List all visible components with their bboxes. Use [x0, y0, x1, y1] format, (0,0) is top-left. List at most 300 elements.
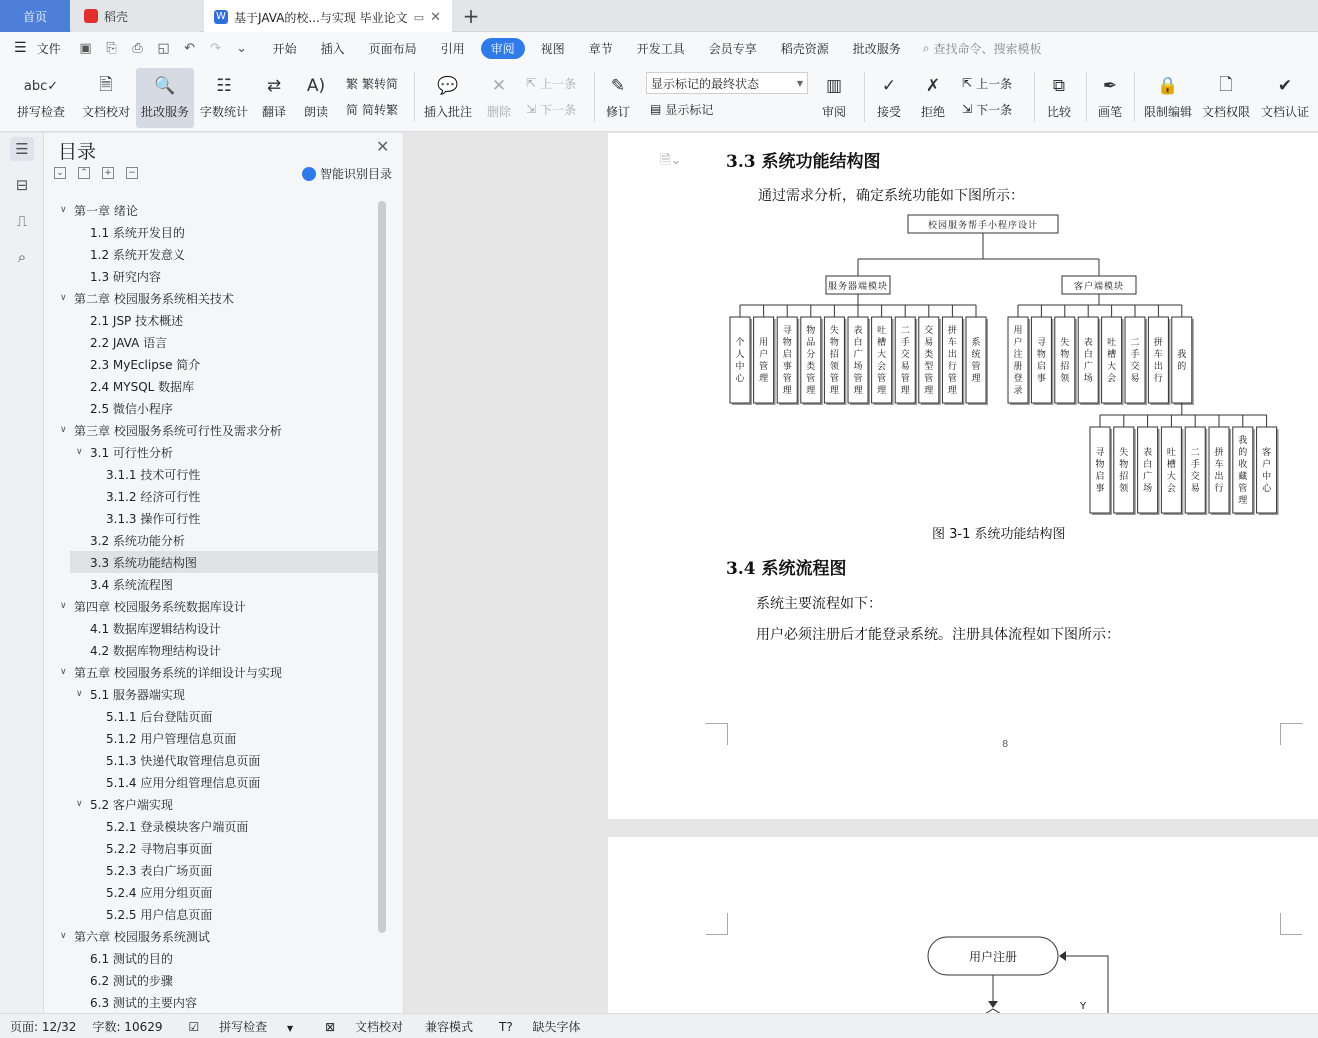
- pen-button[interactable]: [1092, 68, 1128, 128]
- diagram-leaf-node-char: 系: [971, 338, 981, 348]
- toc-item-label: 2.1 JSP 技术概述: [90, 313, 184, 328]
- show-markup-label: 显示标记: [665, 102, 714, 117]
- missing-font-status[interactable]: [489, 1018, 587, 1035]
- expand-chevron-icon[interactable]: ∨: [76, 447, 83, 457]
- diagram-leaf-node-char: 失: [1060, 338, 1070, 348]
- diagram-leaf-node-char: 白: [853, 338, 863, 348]
- toc-item[interactable]: [70, 309, 380, 331]
- accept-button[interactable]: [870, 68, 908, 128]
- diagram-leaf-node-char: 行: [947, 362, 957, 372]
- expand-chevron-icon[interactable]: ∨: [60, 931, 67, 941]
- diagram-leaf-node-char: 录: [1013, 386, 1023, 396]
- diagram-leaf-node-char: 启: [1095, 472, 1105, 482]
- diagram-leaf-node-char: 手: [900, 338, 910, 348]
- toc-item[interactable]: [70, 551, 380, 573]
- toc-item[interactable]: [70, 441, 380, 463]
- redo-icon[interactable]: ↷: [210, 40, 222, 56]
- diagram-leaf-node-char: 理: [1238, 496, 1248, 506]
- diagram-leaf-node-char: 物: [829, 338, 839, 348]
- remove-heading-icon[interactable]: −: [126, 167, 138, 179]
- diagram-leaf-node-char: 领: [1119, 484, 1129, 494]
- ribbon-separator: [1134, 72, 1135, 122]
- dropdown-arrow-icon: ▼: [796, 78, 803, 88]
- to-simplified-button[interactable]: [346, 98, 398, 120]
- compare-button[interactable]: [1040, 68, 1078, 128]
- track-changes-icon: ✎: [610, 76, 626, 96]
- toc-item-label: 2.4 MYSQL 数据库: [90, 379, 195, 394]
- next-comment-label: 下一条: [540, 102, 577, 117]
- diagram-leaf-node-char: 理: [782, 386, 792, 396]
- toc-item[interactable]: [70, 617, 380, 639]
- review-pane-button[interactable]: [814, 68, 854, 128]
- toc-item-label: 3.1.2 经济可行性: [106, 489, 201, 504]
- diagram-leaf-node: [1138, 427, 1158, 513]
- diagram-leaf-node-char: 中: [735, 362, 745, 372]
- diagram-leaf-node-char: 管: [829, 374, 839, 384]
- diagram-leaf-node: [1185, 427, 1205, 513]
- spell-check-status-label: 拼写检查: [219, 1019, 268, 1034]
- toc-item[interactable]: [70, 969, 380, 991]
- diagram-leaf-node-char: 理: [900, 386, 910, 396]
- toc-item[interactable]: [70, 947, 380, 969]
- diagram-leaf-node-char: 管: [947, 374, 957, 384]
- page-indicator[interactable]: 页面: 12/32: [10, 1019, 77, 1034]
- diagram-leaf-node-char: 物: [1119, 460, 1129, 470]
- search-icon: ⌕: [922, 40, 930, 55]
- diagram-leaf-node-char: 表: [1083, 338, 1093, 348]
- next-comment-icon: ⇲: [526, 102, 537, 116]
- diagram-leaf-node: [1102, 317, 1122, 403]
- toc-item-label: 4.1 数据库逻辑结构设计: [90, 621, 221, 636]
- diagram-leaf-node-char: 吐: [877, 326, 887, 336]
- daoke-logo-icon: [84, 9, 98, 23]
- bookmark-icon[interactable]: ⎍: [16, 212, 28, 230]
- show-markup-icon: ▤: [650, 102, 662, 116]
- spell-check-status[interactable]: [179, 1018, 300, 1035]
- command-search[interactable]: [923, 40, 1042, 57]
- diagram-leaf-node-char: 理: [806, 386, 816, 396]
- insert-comment-button[interactable]: [420, 68, 476, 128]
- toc-item-label: 5.1.4 应用分组管理信息页面: [106, 775, 261, 790]
- menu-tab-8[interactable]: 会员专享: [708, 41, 757, 56]
- menu-tab-10[interactable]: 批改服务: [852, 41, 901, 56]
- menu-tab-9[interactable]: 稻壳资源: [780, 41, 829, 56]
- crop-mark: [706, 723, 728, 745]
- compare-label: 比较: [1046, 105, 1071, 119]
- diagram-leaf-node-char: 表: [853, 326, 863, 336]
- review-pane-label: 审阅: [821, 105, 846, 119]
- diagram-leaf-node-char: 广: [1143, 472, 1153, 482]
- toc-item-label: 6.2 测试的步骤: [90, 973, 173, 988]
- diagram-leaf-node-char: 理: [877, 386, 887, 396]
- diagram-leaf-node-char: 槽: [877, 338, 887, 348]
- diagram-leaf-node-char: 手: [1190, 460, 1200, 470]
- smart-toc-label: 智能识别目录: [320, 167, 393, 181]
- print-icon[interactable]: ⎙: [132, 40, 143, 56]
- diagram-leaf-node-char: 交: [924, 326, 934, 336]
- toc-scrollbar[interactable]: [378, 201, 386, 933]
- compare-icon: ⧉: [1052, 76, 1066, 96]
- diagram-leaf-node-char: 表: [1143, 448, 1153, 458]
- toc-item[interactable]: [60, 661, 380, 683]
- toc-item[interactable]: [70, 881, 380, 903]
- expand-chevron-icon[interactable]: ∨: [60, 601, 67, 611]
- toc-item-label: 5.2.3 表白广场页面: [106, 863, 213, 878]
- close-icon[interactable]: ✕: [376, 137, 390, 156]
- toc-item-label: 2.2 JAVA 语言: [90, 335, 168, 350]
- diagram-leaf-node-char: 交: [1190, 472, 1200, 482]
- toc-item[interactable]: [70, 353, 380, 375]
- review-service-button[interactable]: [136, 68, 194, 128]
- export-icon[interactable]: ⎘: [106, 40, 117, 56]
- diagram-leaf-node-char: 管: [971, 362, 981, 372]
- diagram-leaf-node-char: 白: [1083, 350, 1093, 360]
- diagram-leaf-node-char: 白: [1143, 460, 1153, 470]
- toc-item[interactable]: [70, 991, 380, 1013]
- document-proof-button[interactable]: [78, 68, 134, 128]
- toc-item[interactable]: [70, 705, 380, 727]
- status-bar: [0, 1013, 1318, 1038]
- menu-file[interactable]: 文件: [36, 41, 61, 56]
- pen-icon: ✒: [1102, 76, 1118, 96]
- pen-label: 画笔: [1097, 105, 1122, 119]
- toc-item[interactable]: [70, 485, 380, 507]
- diagram-leaf-node-char: 物: [1060, 350, 1070, 360]
- diagram-leaf-node-char: 理: [759, 374, 769, 384]
- accept-label: 接受: [876, 105, 901, 119]
- diagram-leaf-node-char: 场: [853, 362, 863, 372]
- diagram-leaf-node-char: 二: [900, 326, 910, 336]
- menu-tab-4[interactable]: 审阅: [481, 38, 525, 59]
- diagram-leaf-node-char: 管: [924, 374, 934, 384]
- diagram-leaf-node-char: 管: [900, 374, 910, 384]
- toc-item-label: 2.5 微信小程序: [90, 401, 173, 416]
- toc-item[interactable]: [70, 727, 380, 749]
- diagram-leaf-node-char: 失: [1119, 448, 1129, 458]
- toc-item[interactable]: [70, 749, 380, 771]
- diagram-leaf-node-char: 领: [1060, 374, 1070, 384]
- toc-item[interactable]: [60, 595, 380, 617]
- diagram-leaf-node: [1161, 427, 1181, 513]
- toc-item[interactable]: [70, 859, 380, 881]
- diagram-leaf-node-char: 寻: [782, 326, 792, 336]
- toc-item-label: 第二章 校园服务系统相关技术: [74, 291, 234, 306]
- menu-tab-1[interactable]: 插入: [320, 41, 345, 56]
- diagram-leaf-node-char: 理: [947, 386, 957, 396]
- diagram-leaf-node-char: 大: [1107, 362, 1117, 372]
- permission-icon: 🗋: [1219, 74, 1233, 95]
- find-icon[interactable]: ⌕: [17, 248, 27, 266]
- diagram-leaf-node-char: 类: [924, 350, 934, 360]
- delete-comment-button[interactable]: [480, 68, 518, 128]
- accept-icon: ✓: [881, 76, 897, 96]
- preview-icon[interactable]: ◱: [157, 40, 170, 56]
- flow-arrow-head: [988, 1001, 998, 1008]
- toc-item[interactable]: [70, 837, 380, 859]
- toc-item-label: 1.2 系统开发意义: [90, 247, 185, 262]
- save-icon[interactable]: ▣: [79, 40, 92, 56]
- diagram-leaf-node-char: 心: [1262, 484, 1272, 494]
- next-change-button[interactable]: [962, 98, 1012, 120]
- abc-check-icon: abc✓: [23, 78, 59, 94]
- diagram-leaf-node-char: 行: [1153, 374, 1163, 384]
- document-certify-button[interactable]: [1256, 68, 1314, 128]
- diagram-leaf-node-char: 广: [853, 350, 863, 360]
- diagram-leaf-node-char: 管: [782, 374, 792, 384]
- toc-item-label: 1.3 研究内容: [90, 269, 161, 284]
- toc-item[interactable]: [70, 507, 380, 529]
- diagram-leaf-node-char: 广: [1083, 362, 1093, 372]
- toc-item[interactable]: [70, 375, 380, 397]
- diagram-leaf-node-char: 行: [1214, 484, 1224, 494]
- expand-chevron-icon[interactable]: ∨: [60, 667, 67, 677]
- toc-item[interactable]: [60, 419, 380, 441]
- toc-item-label: 第六章 校园服务系统测试: [74, 929, 210, 944]
- toc-item-label: 第一章 绪论: [74, 203, 138, 218]
- diagram-leaf-node-char: 事: [782, 362, 792, 372]
- toc-item[interactable]: [70, 243, 380, 265]
- expand-chevron-icon[interactable]: ∨: [60, 425, 67, 435]
- read-aloud-icon: A): [306, 76, 326, 96]
- new-tab-icon[interactable]: +: [462, 4, 480, 28]
- next-change-label: 下一条: [976, 102, 1013, 117]
- toc-item-label: 5.2.5 用户信息页面: [106, 907, 213, 922]
- toc-title: 目录: [58, 141, 97, 163]
- diagram-leaf-node-char: 登: [1013, 374, 1023, 384]
- toc-item[interactable]: [60, 925, 380, 947]
- hamburger-icon[interactable]: ☰: [14, 40, 27, 56]
- restrict-editing-button[interactable]: [1140, 68, 1196, 128]
- toc-item[interactable]: [70, 639, 380, 661]
- diagram-leaf-node-char: 管: [806, 374, 816, 384]
- diagram-leaf-node-char: 槽: [1166, 460, 1176, 470]
- diagram-leaf-node-char: 型: [924, 362, 934, 372]
- menu-tab-7[interactable]: 开发工具: [636, 41, 685, 56]
- navigation-strip: [0, 133, 44, 1013]
- prev-comment-label: 上一条: [540, 76, 577, 91]
- diagram-leaf-node-char: 物: [806, 326, 816, 336]
- outline-panel-icon[interactable]: ⊟: [15, 176, 29, 194]
- toc-item[interactable]: [70, 331, 380, 353]
- diagram-leaf-node-char: 人: [735, 350, 745, 360]
- toc-item-label: 第四章 校园服务系统数据库设计: [74, 599, 246, 614]
- toc-item[interactable]: [70, 903, 380, 925]
- diagram-leaf-node-char: 交: [1130, 362, 1140, 372]
- diagram-leaf-node-char: 客: [1262, 448, 1272, 458]
- chevron-down-icon: ▼: [286, 1023, 294, 1033]
- diagram-leaf-node-char: 理: [971, 374, 981, 384]
- diagram-leaf-node-char: 槽: [1107, 350, 1117, 360]
- reject-button[interactable]: [914, 68, 952, 128]
- diagram-leaf-node-char: 交: [900, 350, 910, 360]
- toc-item-label: 2.3 MyEclipse 简介: [90, 357, 201, 372]
- diagram-leaf-node-char: 管: [877, 374, 887, 384]
- diagram-leaf-node-char: 理: [829, 386, 839, 396]
- read-aloud-button[interactable]: [298, 68, 334, 128]
- tab-home[interactable]: [0, 0, 70, 32]
- review-pane-icon: ▥: [825, 76, 843, 96]
- toc-item-label: 5.1.3 快递代取管理信息页面: [106, 753, 261, 768]
- diagram-leaf-node: [730, 317, 750, 403]
- diagram-leaf-node-char: 的: [1238, 448, 1248, 458]
- diagram-leaf-node-char: 出: [947, 350, 957, 360]
- word-count-label: 字数统计: [199, 105, 248, 119]
- diagram-leaf-node-char: 注: [1013, 350, 1023, 360]
- diagram-leaf-node-char: 物: [782, 338, 792, 348]
- function-structure-diagram: [608, 133, 1318, 523]
- reject-icon: ✗: [925, 76, 941, 96]
- toc-item[interactable]: [70, 573, 380, 595]
- diagram-leaf-node-char: 管: [853, 374, 863, 384]
- markup-state-select[interactable]: [646, 72, 808, 94]
- diagram-leaf-node-char: 册: [1013, 362, 1023, 372]
- prev-change-icon: ⇱: [962, 76, 973, 90]
- menu-tab-5[interactable]: 视图: [540, 41, 565, 56]
- toc-item[interactable]: [70, 265, 380, 287]
- proof-status-label: 文档校对: [354, 1019, 403, 1034]
- menu-bar: [0, 32, 1318, 64]
- flow-start-label: 用户注册: [968, 950, 1018, 964]
- toc-item[interactable]: [60, 199, 380, 221]
- toc-item[interactable]: [60, 287, 380, 309]
- toc-item[interactable]: [70, 221, 380, 243]
- diagram-leaf-node-char: 易: [1190, 484, 1200, 494]
- undo-icon[interactable]: ↶: [184, 40, 196, 56]
- menu-tab-2[interactable]: 页面布局: [368, 41, 417, 56]
- diagram-leaf-node-char: 出: [1214, 472, 1224, 482]
- restrict-editing-label: 限制编辑: [1143, 105, 1192, 119]
- proof-doc-icon: 🗎: [99, 74, 113, 95]
- to-traditional-button[interactable]: [346, 72, 398, 94]
- diagram-leaf-node-char: 拼: [1214, 448, 1224, 458]
- paragraph-text: 系统主要流程如下：: [756, 596, 882, 612]
- diagram-leaf-node-char: 招: [829, 350, 839, 360]
- tab-daoke[interactable]: [72, 0, 200, 32]
- word-count-icon: ☷: [216, 76, 232, 96]
- diagram-leaf-node: [1055, 317, 1075, 403]
- menu-tab-3[interactable]: 引用: [440, 41, 465, 56]
- prev-change-button[interactable]: [962, 72, 1012, 94]
- word-count-button[interactable]: [198, 68, 250, 128]
- comment-add-icon: 💬: [437, 76, 459, 96]
- reject-label: 拒绝: [920, 105, 945, 119]
- figure-caption: 图 3-1 系统功能结构图: [932, 527, 1066, 542]
- to-simplified-label: 简转繁: [362, 102, 399, 117]
- toc-item[interactable]: [70, 793, 380, 815]
- diagram-leaf-node-char: 物: [1095, 460, 1105, 470]
- diagram-leaf-node: [1078, 317, 1098, 403]
- toc-item[interactable]: [70, 683, 380, 705]
- expand-up-icon[interactable]: ⌃: [78, 167, 90, 179]
- delete-comment-label: 删除: [486, 105, 511, 119]
- tab-bar: [0, 0, 1318, 32]
- font-question-icon: T?: [499, 1019, 513, 1034]
- diagram-leaf-node: [966, 317, 986, 403]
- tab-close-icon[interactable]: ✕: [430, 9, 441, 25]
- smart-toc-icon: [302, 167, 316, 181]
- diagram-leaf-node-char: 场: [1083, 374, 1093, 384]
- diagram-leaf-node-char: 户: [1013, 338, 1023, 348]
- collapse-all-icon[interactable]: ⌄: [54, 167, 66, 179]
- toc-item[interactable]: [70, 397, 380, 419]
- toc-panel-icon[interactable]: ☰: [10, 137, 34, 161]
- diagram-leaf-node-char: 易: [924, 338, 934, 348]
- page-options-icon[interactable]: 🗎⌄: [660, 153, 682, 168]
- document-page: [608, 133, 1318, 819]
- prev-comment-button[interactable]: [526, 72, 576, 94]
- show-markup-button[interactable]: [650, 98, 713, 120]
- toc-item[interactable]: [70, 815, 380, 837]
- compat-mode-indicator: 兼容模式: [425, 1019, 474, 1034]
- diagram-leaf-node-char: 用: [759, 338, 769, 348]
- word-count-indicator[interactable]: 字数: 10629: [92, 1019, 163, 1034]
- expand-chevron-icon[interactable]: ∨: [60, 293, 67, 303]
- diagram-leaf-node-char: 统: [971, 350, 981, 360]
- expand-chevron-icon[interactable]: ∨: [76, 689, 83, 699]
- ribbon-separator: [864, 72, 865, 122]
- toc-item-label: 5.1.1 后台登陆页面: [106, 709, 213, 724]
- translate-button[interactable]: [254, 68, 294, 128]
- diagram-leaf-node-char: 吐: [1107, 338, 1117, 348]
- toc-panel: [44, 133, 404, 1013]
- menu-tab-6[interactable]: 章节: [588, 41, 613, 56]
- diagram-leaf-node-char: 二: [1130, 338, 1140, 348]
- diagram-leaf-node-char: 个: [735, 338, 745, 348]
- document-proof-label: 文档校对: [81, 105, 130, 119]
- markup-state-value: 显示标记的最终状态: [651, 76, 760, 91]
- diagram-leaf-node-char: 会: [1107, 374, 1117, 384]
- toc-item[interactable]: [70, 771, 380, 793]
- toc-item-label: 3.1.1 技术可行性: [106, 467, 201, 482]
- track-changes-button[interactable]: [600, 68, 636, 128]
- expand-chevron-icon[interactable]: ∨: [76, 799, 83, 809]
- document-permission-button[interactable]: [1198, 68, 1254, 128]
- diagram-leaf-node-char: 用: [1013, 326, 1023, 336]
- diagram-leaf-node: [1125, 317, 1145, 403]
- toc-item[interactable]: [70, 463, 380, 485]
- toc-list: [60, 199, 380, 1010]
- toc-item[interactable]: [70, 529, 380, 551]
- diagram-leaf-node-char: 车: [947, 338, 957, 348]
- diagram-leaf-node-char: 领: [829, 362, 839, 372]
- menu-tab-0[interactable]: 开始: [272, 41, 297, 56]
- diagram-module-node-label: 服务器端模块: [827, 282, 889, 292]
- diagram-leaf-node-char: 出: [1153, 362, 1163, 372]
- simplified-char-icon: 简: [346, 102, 359, 117]
- flow-yes-label: Y: [1080, 1001, 1087, 1012]
- smart-toc-button[interactable]: [302, 165, 392, 182]
- expand-chevron-icon[interactable]: ∨: [60, 205, 67, 215]
- diagram-leaf-node: [1148, 317, 1168, 403]
- diagram-leaf-node-char: 中: [1262, 472, 1272, 482]
- diagram-leaf-node-char: 的: [1177, 362, 1187, 372]
- certify-icon: ✔: [1277, 76, 1293, 96]
- diagram-leaf-node-char: 物: [1036, 350, 1046, 360]
- next-comment-button[interactable]: [526, 98, 576, 120]
- chevron-down-icon[interactable]: ⌄: [236, 40, 248, 56]
- document-area: [404, 133, 1318, 1013]
- command-search-placeholder: 查找命令、搜索模板: [933, 41, 1042, 56]
- section-heading-3-3: 3.3 系统功能结构图: [726, 152, 881, 172]
- spell-check-button[interactable]: [8, 68, 74, 128]
- tab-monitor-icon[interactable]: ▭: [413, 10, 425, 24]
- toc-item-label: 5.1 服务器端实现: [90, 687, 185, 702]
- add-heading-icon[interactable]: +: [102, 167, 114, 179]
- toc-item-label: 5.2.4 应用分组页面: [106, 885, 213, 900]
- proof-status[interactable]: [315, 1018, 409, 1035]
- toc-item-label: 5.1.2 用户管理信息页面: [106, 731, 237, 746]
- tab-document[interactable]: [204, 0, 452, 32]
